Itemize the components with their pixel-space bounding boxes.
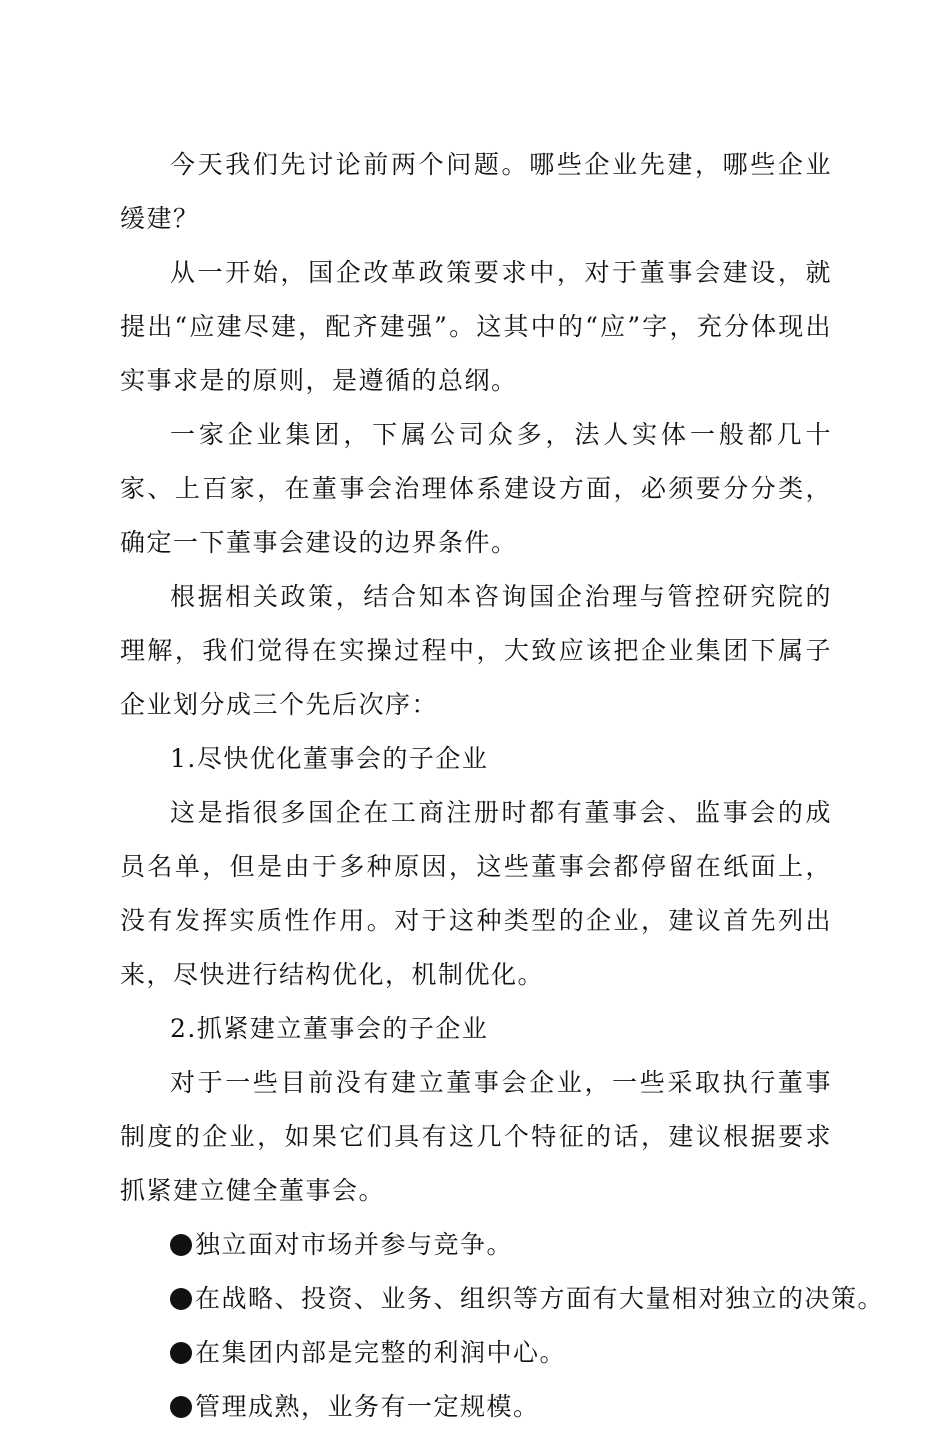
paragraph-group: 一家企业集团，下属公司众多，法人实体一般都几十家、上百家，在董事会治理体系建设方面，必须要分分类，确定一下董事会建设的边界条件。 xyxy=(120,420,832,557)
bullet-text: 管理成熟，业务有一定规模。 xyxy=(195,1392,540,1421)
bullet-dot-icon xyxy=(170,1288,192,1310)
bullet-text: 独立面对市场并参与竞争。 xyxy=(195,1230,514,1259)
bullet-text: 在集团内部是完整的利润中心。 xyxy=(195,1338,567,1367)
document-body xyxy=(120,138,885,1434)
paragraph-optimize: 这是指很多国企在工商注册时都有董事会、监事会的成员名单，但是由于多种原因，这些董事会都停留在纸面上，没有发挥实质性作用。对于这种类型的企业，建议首先列出来，尽快进行结构优化，机制优化。 xyxy=(120,798,832,989)
bullet-dot-icon xyxy=(170,1342,192,1364)
paragraph-policy: 从一开始，国企改革政策要求中，对于董事会建设，就提出“应建尽建，配齐建强”。这其中的“应”字，充分体现出实事求是的原则，是遵循的总纲。 xyxy=(120,258,832,395)
bullet-dot-icon xyxy=(170,1234,192,1256)
bullet-item xyxy=(120,1380,832,1434)
paragraph-order: 根据相关政策，结合知本咨询国企治理与管控研究院的理解，我们觉得在实操过程中，大致应该把企业集团下属子企业划分成三个先后次序： xyxy=(120,582,832,719)
bullet-item xyxy=(120,1272,885,1326)
bullet-item xyxy=(120,1218,832,1272)
paragraph-intro: 今天我们先讨论前两个问题。哪些企业先建，哪些企业缓建？ xyxy=(120,150,832,233)
bullet-item xyxy=(120,1326,832,1380)
section-heading-establish: 2.抓紧建立董事会的子企业 xyxy=(170,1014,489,1043)
bullet-text: 在战略、投资、业务、组织等方面有大量相对独立的决策。 xyxy=(195,1284,885,1313)
bullet-dot-icon xyxy=(170,1396,192,1418)
paragraph-establish: 对于一些目前没有建立董事会企业，一些采取执行董事制度的企业，如果它们具有这几个特征的话，建议根据要求抓紧建立健全董事会。 xyxy=(120,1068,832,1205)
section-heading-optimize: 1.尽快优化董事会的子企业 xyxy=(170,744,489,773)
